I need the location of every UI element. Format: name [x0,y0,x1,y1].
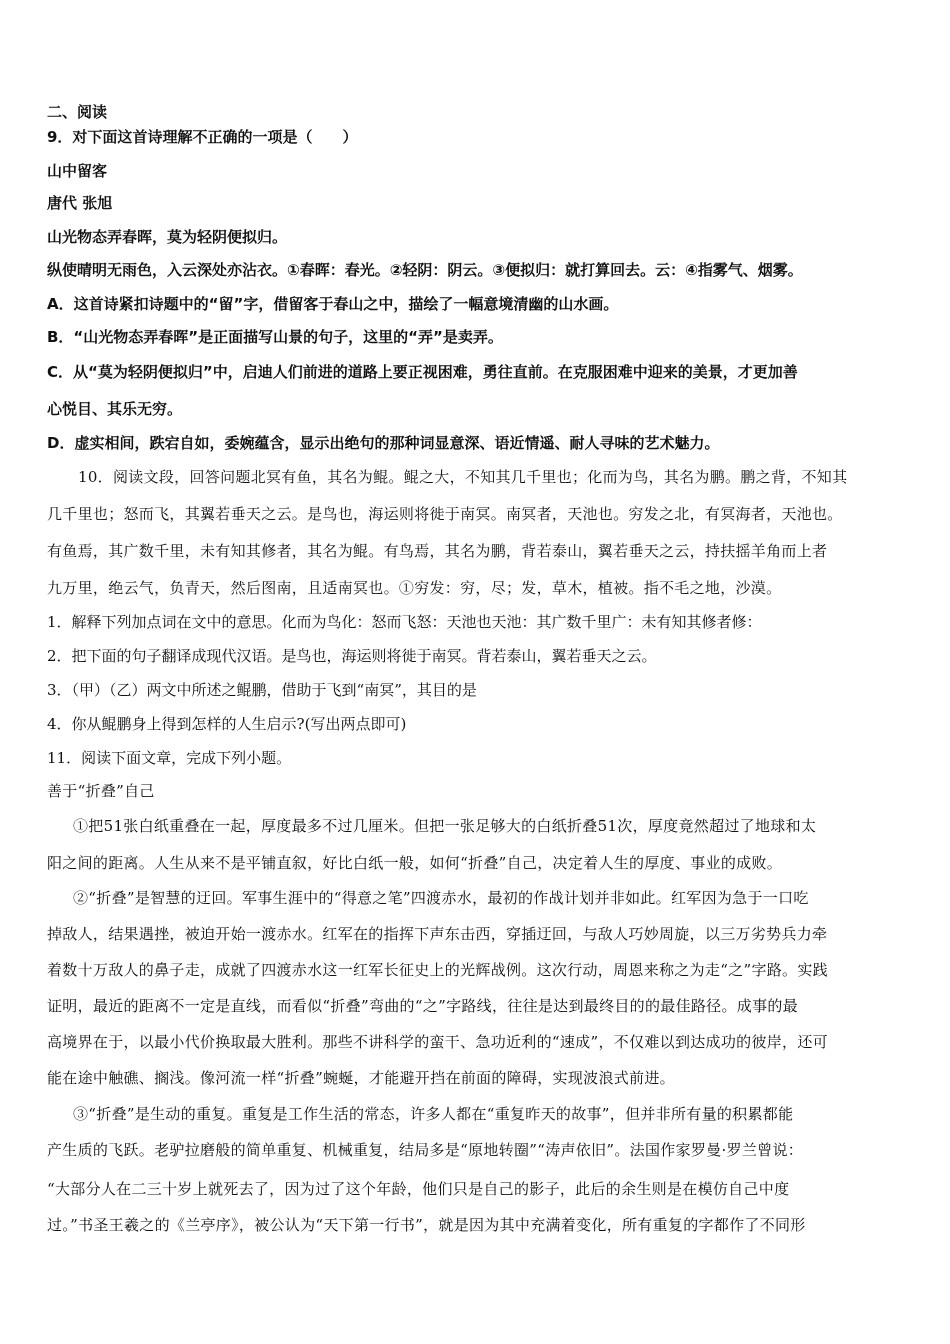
article-para-2-line-1: ②“折叠”是智慧的迂回。军事生涯中的“得意之笔”四渡赤水，最初的作战计划并非如此。红军因为急于一口吃 [73,889,809,907]
question-11-stem: 11．阅读下面文章，完成下列小题。 [47,749,292,767]
article-para-3-line-4: 过。”书圣王羲之的《兰亭序》，被公认为“天下第一行书”，就是因为其中充满着变化，所有重复的字都作了不同形 [47,1216,806,1234]
question-10-sub-4: 4．你从鲲鹏身上得到怎样的人生启示?(写出两点即可) [47,715,407,733]
article-para-2-line-5: 高境界在于，以最小代价换取最大胜利。那些不讲科学的蛮干、急功近利的“速成”，不仅难以到达成功的彼岸，还可 [47,1033,828,1051]
article-para-3-line-3: “大部分人在二三十岁上就死去了，因为过了这个年龄，他们只是自己的影子，此后的余生则是在模仿自己中度 [47,1180,790,1198]
question-9-stem: 9．对下面这首诗理解不正确的一项是（ ） [47,128,358,146]
article-title: 善于“折叠”自己 [47,782,155,800]
article-para-2-line-2: 掉敌人，结果遇挫，被迫开始一渡赤水。红军在的指挥下声东击西，穿插迂回，与敌人巧妙周旋，以三万劣势兵力牵 [47,925,828,943]
question-10-sub-2: 2．把下面的句子翻译成现代汉语。是鸟也，海运则将徙于南冥。背若泰山，翼若垂天之云。 [47,647,657,665]
article-para-2-line-3: 着数十万敌人的鼻子走，成就了四渡赤水这一红军长征史上的光辉战例。这次行动，周恩来称之为走“之”字路。实践 [47,961,828,979]
poem-line-2: 纵使晴明无雨色，入云深处亦沾衣。①春晖：春光。②轻阴：阴云。③便拟归：就打算回去。云：④指雾气、烟雾。 [47,261,803,279]
poem-title: 山中留客 [47,162,108,180]
question-10-line-2: 几千里也；怒而飞，其翼若垂天之云。是鸟也，海运则将徙于南冥。南冥者，天池也。穷发之北，有冥海者，天池也。 [47,505,843,523]
option-a: A．这首诗紧扣诗题中的“留”字，借留客于春山之中，描绘了一幅意境清幽的山水画。 [47,295,619,313]
article-para-3-line-2: 产生质的飞跃。老驴拉磨般的简单重复、机械重复，结局多是“原地转圈”“涛声依旧”。法国作家罗曼·罗兰曾说： [47,1141,804,1159]
question-10-sub-3: 3．（甲）（乙）两文中所述之鲲鹏，借助于飞到“南冥”，其目的是 [47,681,477,699]
poem-author: 唐代 张旭 [47,194,113,212]
question-10-line-1: 10．阅读文段，回答问题北冥有鱼，其名为鲲。鲲之大，不知其几千里也；化而为鸟，其名为鹏。鹏之背，不知其 [78,468,848,486]
question-10-line-4: 九万里，绝云气，负青天，然后图南，且适南冥也。①穷发：穷，尽；发，草木，植被。指不毛之地，沙漠。 [47,579,782,597]
question-10-sub-1: 1．解释下列加点词在文中的意思。化而为鸟化：怒而飞怒：天池也天池：其广数千里广：未有知其修者修： [47,613,762,631]
article-para-1-line-2: 阳之间的距离。人生从来不是平铺直叙，好比白纸一般，如何“折叠”自己，决定着人生的厚度、事业的成败。 [47,854,783,872]
section-title: 二、阅读 [47,103,108,121]
poem-line-1: 山光物态弄春晖，莫为轻阴便拟归。 [47,228,288,246]
option-c-line-2: 心悦目、其乐无穷。 [47,400,183,418]
option-c-line-1: C．从“莫为轻阴便拟归”中，启迪人们前进的道路上要正视困难，勇往直前。在克服困难中迎来的美景，才更加善 [47,363,798,381]
article-para-3-line-1: ③“折叠”是生动的重复。重复是工作生活的常态，许多人都在“重复昨天的故事”，但并非所有量的积累都能 [73,1105,794,1123]
question-10-line-3: 有鱼焉，其广数千里，未有知其修者，其名为鲲。有鸟焉，其名为鹏，背若泰山，翼若垂天之云，持扶摇羊角而上者 [47,542,828,560]
option-b: B．“山光物态弄春晖”是正面描写山景的句子，这里的“弄”是卖弄。 [47,328,503,346]
article-para-2-line-4: 证明，最近的距离不一定是直线，而看似“折叠”弯曲的“之”字路线，往往是达到最终目的的最佳路径。成事的最 [47,997,798,1015]
option-d: D．虚实相间，跌宕自如，委婉蕴含，显示出绝句的那种词显意深、语近情遥、耐人寻味的艺术魅力。 [47,434,720,452]
article-para-1-line-1: ①把51张白纸重叠在一起，厚度最多不过几厘米。但把一张足够大的白纸折叠51次，厚度竟然超过了地球和太 [73,817,817,835]
article-para-2-line-6: 能在途中触礁、搁浅。像河流一样“折叠”蜿蜒，才能避开挡在前面的障碍，实现波浪式前进。 [47,1069,675,1087]
